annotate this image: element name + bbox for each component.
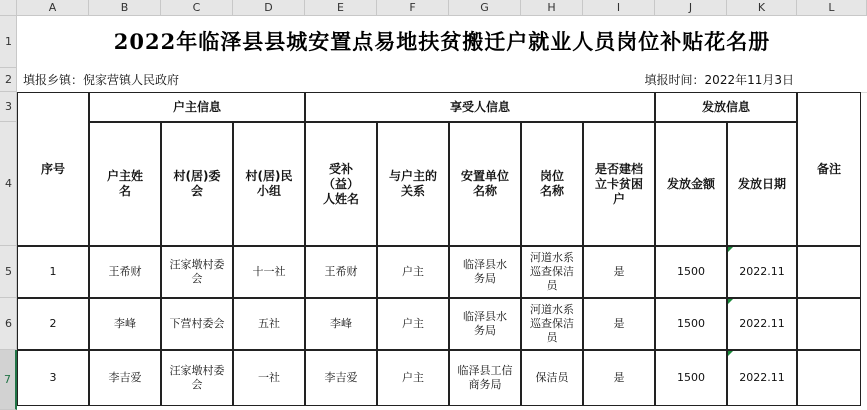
header-group[interactable]: 村(居)民小组 [233, 122, 305, 246]
cell-relation[interactable]: 户主 [377, 246, 449, 298]
cell-amount[interactable]: 1500 [655, 246, 727, 298]
row-header-6[interactable]: 6 [0, 298, 17, 350]
cell-pay-date[interactable]: 2022.11 [727, 246, 797, 298]
cell-pay-date[interactable]: 2022.11 [727, 298, 797, 350]
cell-village[interactable]: 下营村委会 [161, 298, 233, 350]
column-header-a[interactable]: A [17, 0, 89, 16]
cell-relation[interactable]: 户主 [377, 350, 449, 406]
row-header-4[interactable]: 4 [0, 122, 17, 246]
cell-head-name[interactable]: 王希财 [89, 246, 161, 298]
cell-post[interactable]: 河道水系巡查保洁员 [521, 298, 583, 350]
cell-unit[interactable]: 临泽县水务局 [449, 298, 521, 350]
header-seq[interactable]: 序号 [17, 92, 89, 246]
cell-beneficiary-name[interactable]: 王希财 [305, 246, 377, 298]
cell-group[interactable]: 一社 [233, 350, 305, 406]
cell-remark[interactable] [797, 298, 861, 350]
cell-pay-date[interactable]: 2022.11 [727, 350, 797, 406]
comment-indicator-icon [728, 351, 733, 356]
cell-amount[interactable]: 1500 [655, 298, 727, 350]
column-header-l[interactable]: L [797, 0, 867, 16]
select-all-corner[interactable] [0, 0, 17, 16]
column-header-k[interactable]: K [727, 0, 797, 16]
column-header-h[interactable]: H [521, 0, 583, 16]
cell-head-name[interactable]: 李吉爱 [89, 350, 161, 406]
cell-poor[interactable]: 是 [583, 246, 655, 298]
row-header-5[interactable]: 5 [0, 246, 17, 298]
cell-post[interactable]: 保洁员 [521, 350, 583, 406]
column-header-g[interactable]: G [449, 0, 521, 16]
group-beneficiary[interactable]: 享受人信息 [305, 92, 655, 122]
cell-remark[interactable] [797, 246, 861, 298]
cell-amount[interactable]: 1500 [655, 350, 727, 406]
header-relation[interactable]: 与户主的关系 [377, 122, 449, 246]
cell-post[interactable]: 河道水系巡查保洁员 [521, 246, 583, 298]
column-header-j[interactable]: J [655, 0, 727, 16]
cell-seq[interactable]: 3 [17, 350, 89, 406]
page-title[interactable]: 2022年临泽县县城安置点易地扶贫搬迁户就业人员岗位补贴花名册 [113, 28, 771, 54]
cell-unit[interactable]: 临泽县工信商务局 [449, 350, 521, 406]
township-label[interactable]: 填报乡镇：倪家营镇人民政府 [23, 72, 180, 87]
row-header-3[interactable]: 3 [0, 92, 17, 122]
header-pay-date[interactable]: 发放日期 [727, 122, 797, 246]
header-poor[interactable]: 是否建档立卡贫困户 [583, 122, 655, 246]
cell-seq[interactable]: 2 [17, 298, 89, 350]
row-header-7[interactable]: 7 [0, 350, 17, 410]
header-head-name[interactable]: 户主姓名 [89, 122, 161, 246]
cell-head-name[interactable]: 李峰 [89, 298, 161, 350]
cell-beneficiary-name[interactable]: 李吉爱 [305, 350, 377, 406]
header-remark[interactable]: 备注 [797, 92, 861, 246]
header-amount[interactable]: 发放金额 [655, 122, 727, 246]
cell-poor[interactable]: 是 [583, 298, 655, 350]
cell-beneficiary-name[interactable]: 李峰 [305, 298, 377, 350]
report-date-label[interactable]: 填报时间：2022年11月3日 [644, 72, 794, 87]
header-unit[interactable]: 安置单位名称 [449, 122, 521, 246]
column-header-e[interactable]: E [305, 0, 377, 16]
column-header-i[interactable]: I [583, 0, 655, 16]
header-post[interactable]: 岗位名称 [521, 122, 583, 246]
cell-group[interactable]: 五社 [233, 298, 305, 350]
header-village[interactable]: 村(居)委会 [161, 122, 233, 246]
header-beneficiary-name[interactable]: 受补（益）人姓名 [305, 122, 377, 246]
cell-relation[interactable]: 户主 [377, 298, 449, 350]
cell-village[interactable]: 汪家墩村委会 [161, 246, 233, 298]
cell-remark[interactable] [797, 350, 861, 406]
column-header-b[interactable]: B [89, 0, 161, 16]
row-header-2[interactable]: 2 [0, 68, 17, 92]
cell-village[interactable]: 汪家墩村委会 [161, 350, 233, 406]
column-header-d[interactable]: D [233, 0, 305, 16]
comment-indicator-icon [728, 247, 733, 252]
cell-poor[interactable]: 是 [583, 350, 655, 406]
column-header-c[interactable]: C [161, 0, 233, 16]
comment-indicator-icon [728, 299, 733, 304]
cell-seq[interactable]: 1 [17, 246, 89, 298]
cell-unit[interactable]: 临泽县水务局 [449, 246, 521, 298]
cell-group[interactable]: 十一社 [233, 246, 305, 298]
group-payment[interactable]: 发放信息 [655, 92, 797, 122]
column-header-f[interactable]: F [377, 0, 449, 16]
group-household[interactable]: 户主信息 [89, 92, 305, 122]
row-header-1[interactable]: 1 [0, 16, 17, 68]
